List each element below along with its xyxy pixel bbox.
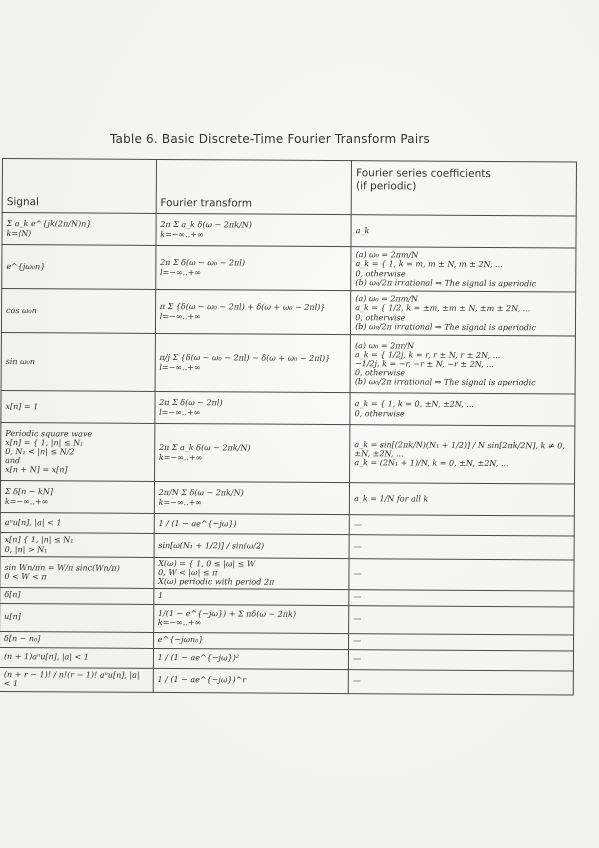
- fourier-pairs-table: [0, 158, 577, 695]
- table-row: [1, 422, 575, 484]
- transform-text: sin[ω(N₁ + 1/2)] / sin(ω/2): [158, 540, 265, 551]
- transform-cell: [155, 245, 351, 290]
- coeff-cell: [351, 215, 576, 248]
- transform-cell: [153, 604, 349, 633]
- transform-text: 2π Σ a_k δ(ω − 2πk/N) k=−∞..+∞: [158, 443, 251, 462]
- header-coefficients-text: Fourier series coefficients (if periodic): [355, 167, 491, 193]
- coeff-cell: [348, 669, 573, 694]
- transform-text: 1 / (1 − ae^{−jω}): [158, 518, 237, 529]
- coeff-text: (a) ω₀ = 2πm/N a_k = { 1/2, k = ±m, ±m ± N, ±m ± 2N, ... 0, otherwise (b) ω₀/2π irrational ⇒ The signal is aperiodic: [355, 294, 537, 332]
- transform-cell: [153, 648, 349, 669]
- table-title: Table 6. Basic Discrete-Time Fourier Transform Pairs: [110, 132, 430, 146]
- signal-text: Σ δ[n − kN] k=−∞..+∞: [4, 487, 54, 506]
- signal-text: e^{jω₀n}: [6, 261, 46, 272]
- transform-text: 2π Σ δ(ω − 2πl) l=−∞..+∞: [159, 398, 223, 417]
- coeff-cell: [350, 393, 575, 426]
- coeff-text: —: [353, 614, 362, 624]
- coeff-text: —: [353, 654, 362, 664]
- signal-text: u[n]: [4, 612, 21, 622]
- signal-text: (n + 1)aⁿu[n], |a| < 1: [3, 652, 89, 663]
- coeff-text: a_k = 1/N for all k: [354, 494, 429, 504]
- signal-cell: [0, 647, 153, 668]
- transform-text: 1: [158, 591, 164, 601]
- signal-cell: [0, 556, 154, 588]
- header-fourier-series-coefficients: [351, 161, 576, 216]
- coeff-text: (a) ω₀ = 2πr/N a_k = { 1/2j, k = r, r ± N, r ± 2N, ... −1/2j, k = −r, −r ± N, −r ± 2N, ... 0, otherwise (b) ω₀/2π irrational ⇒ The signal is aperiodic: [354, 340, 536, 388]
- signal-cell: [0, 667, 153, 692]
- signal-text: cos ω₀n: [6, 305, 37, 316]
- transform-text: 1 / (1 − ae^{−jω})²: [157, 653, 239, 663]
- table-row: [0, 480, 574, 516]
- signal-cell: [1, 422, 155, 481]
- signal-cell: [0, 512, 154, 533]
- transform-cell: [154, 481, 350, 514]
- table-row: [2, 213, 576, 249]
- table-row: [1, 390, 575, 426]
- transform-text: e^{−jωn₀}: [157, 635, 204, 645]
- coeff-cell: [349, 633, 574, 650]
- table-row: [2, 245, 576, 293]
- coeff-text: (a) ω₀ = 2πm/N a_k = { 1, k = m, m ± N, m ± 2N, ... 0, otherwise (b) ω₀/2π irrational ⇒ The signal is aperiodic: [355, 250, 537, 288]
- signal-text: (n + r − 1)! / n!(r − 1)! aⁿu[n], |a| < 1: [3, 669, 140, 689]
- transform-cell: [155, 333, 351, 392]
- table-row: [0, 556, 574, 590]
- signal-cell: [1, 332, 155, 391]
- signal-cell: [2, 213, 156, 246]
- signal-text: Periodic square wave x[n] = { 1, |n| ≤ N₁ 0, N₁ < |n| ≤ N/2 and x[n + N] = x[n]: [5, 428, 93, 475]
- signal-cell: [0, 587, 154, 604]
- transform-cell: [153, 632, 349, 649]
- header-signal: Signal: [2, 159, 156, 214]
- table-header-row: [2, 159, 576, 217]
- transform-text: 2π Σ δ(ω − ω₀ − 2πl) l=−∞..+∞: [159, 258, 245, 277]
- signal-cell: [2, 245, 156, 290]
- coeff-cell: [351, 291, 576, 336]
- transform-text: 1 / (1 − ae^{−jω})^r: [157, 675, 247, 685]
- table-row: [0, 667, 573, 695]
- coeff-cell: [350, 335, 575, 394]
- coeff-text: —: [352, 676, 362, 686]
- coeff-cell: [351, 247, 576, 292]
- coeff-text: —: [353, 542, 362, 552]
- coeff-cell: [349, 535, 574, 560]
- coeff-cell: [349, 589, 574, 606]
- table-row: [1, 332, 575, 394]
- table-body: [0, 213, 576, 695]
- transform-text: X(ω) = { 1, 0 ≤ |ω| ≤ W 0, W < |ω| ≤ π X(ω) periodic with period 2π: [158, 558, 275, 588]
- signal-cell: [0, 532, 154, 557]
- coeff-text: a_k = { 1, k = 0, ±N, ±2N, ... 0, otherwise: [354, 399, 475, 418]
- transform-text: 1/(1 − e^{−jω}) + Σ πδ(ω − 2πk) k=−∞..+∞: [157, 608, 297, 628]
- signal-cell: [1, 289, 155, 334]
- signal-cell: [0, 631, 153, 648]
- coeff-text: —: [353, 592, 362, 602]
- coeff-text: —: [353, 520, 362, 530]
- transform-cell: [153, 668, 349, 693]
- signal-text: x[n] { 1, |n| ≤ N₁ 0, |n| > N₁: [4, 535, 74, 554]
- signal-text: δ[n]: [4, 590, 21, 600]
- coeff-text: —: [353, 569, 362, 579]
- signal-cell: [0, 603, 153, 632]
- transform-cell: [153, 588, 349, 605]
- table-row: [0, 532, 574, 560]
- signal-text: Σ a_k e^{jk(2π/N)n} k=⟨N⟩: [6, 219, 92, 238]
- coeff-cell: [349, 605, 574, 634]
- transform-cell: [154, 557, 350, 589]
- coeff-text: —: [353, 636, 362, 646]
- table-row: [1, 289, 575, 337]
- transform-text: π Σ {δ(ω − ω₀ − 2πl) + δ(ω + ω₀ − 2πl)} l=−∞..+∞: [159, 302, 326, 321]
- coeff-cell: [350, 483, 575, 516]
- transform-cell: [154, 423, 350, 482]
- signal-text: sin ω₀n: [5, 356, 36, 367]
- transform-cell: [154, 533, 350, 558]
- coeff-cell: [349, 559, 574, 591]
- signal-text: δ[n − n₀]: [4, 634, 41, 644]
- transform-cell: [154, 513, 350, 534]
- transform-cell: [155, 391, 351, 424]
- coeff-cell: [349, 649, 574, 670]
- table-row: [0, 603, 574, 635]
- transform-text: 2π/N Σ δ(ω − 2πk/N) k=−∞..+∞: [158, 488, 244, 507]
- transform-cell: [155, 289, 351, 334]
- signal-cell: [1, 390, 155, 423]
- transform-text: π/j Σ {δ(ω − ω₀ − 2πl) − δ(ω + ω₀ − 2πl)} l=−∞..+∞: [159, 353, 331, 372]
- signal-text: x[n] = 1: [5, 401, 39, 412]
- coeff-cell: [349, 515, 574, 536]
- signal-text: sin Wn/πn = W/π sinc(Wn/π) 0 < W < π: [4, 562, 120, 582]
- coeff-text: a_k = sin[(2πk/N)(N₁ + 1/2)] / N sin[2πk/2N], k ≠ 0, ±N, ±2N, ... a_k = (2N₁ + 1)/N, k = 0, ±N, ±2N, ...: [354, 439, 565, 469]
- coeff-cell: [350, 425, 575, 484]
- coeff-text: a_k: [355, 226, 370, 236]
- signal-text: aⁿu[n], |a| < 1: [4, 517, 62, 528]
- signal-cell: [0, 480, 154, 513]
- header-fourier-transform: Fourier transform: [156, 159, 352, 214]
- transform-cell: [156, 213, 352, 246]
- transform-text: 2π Σ a_k δ(ω − 2πk/N) k=−∞..+∞: [160, 220, 252, 239]
